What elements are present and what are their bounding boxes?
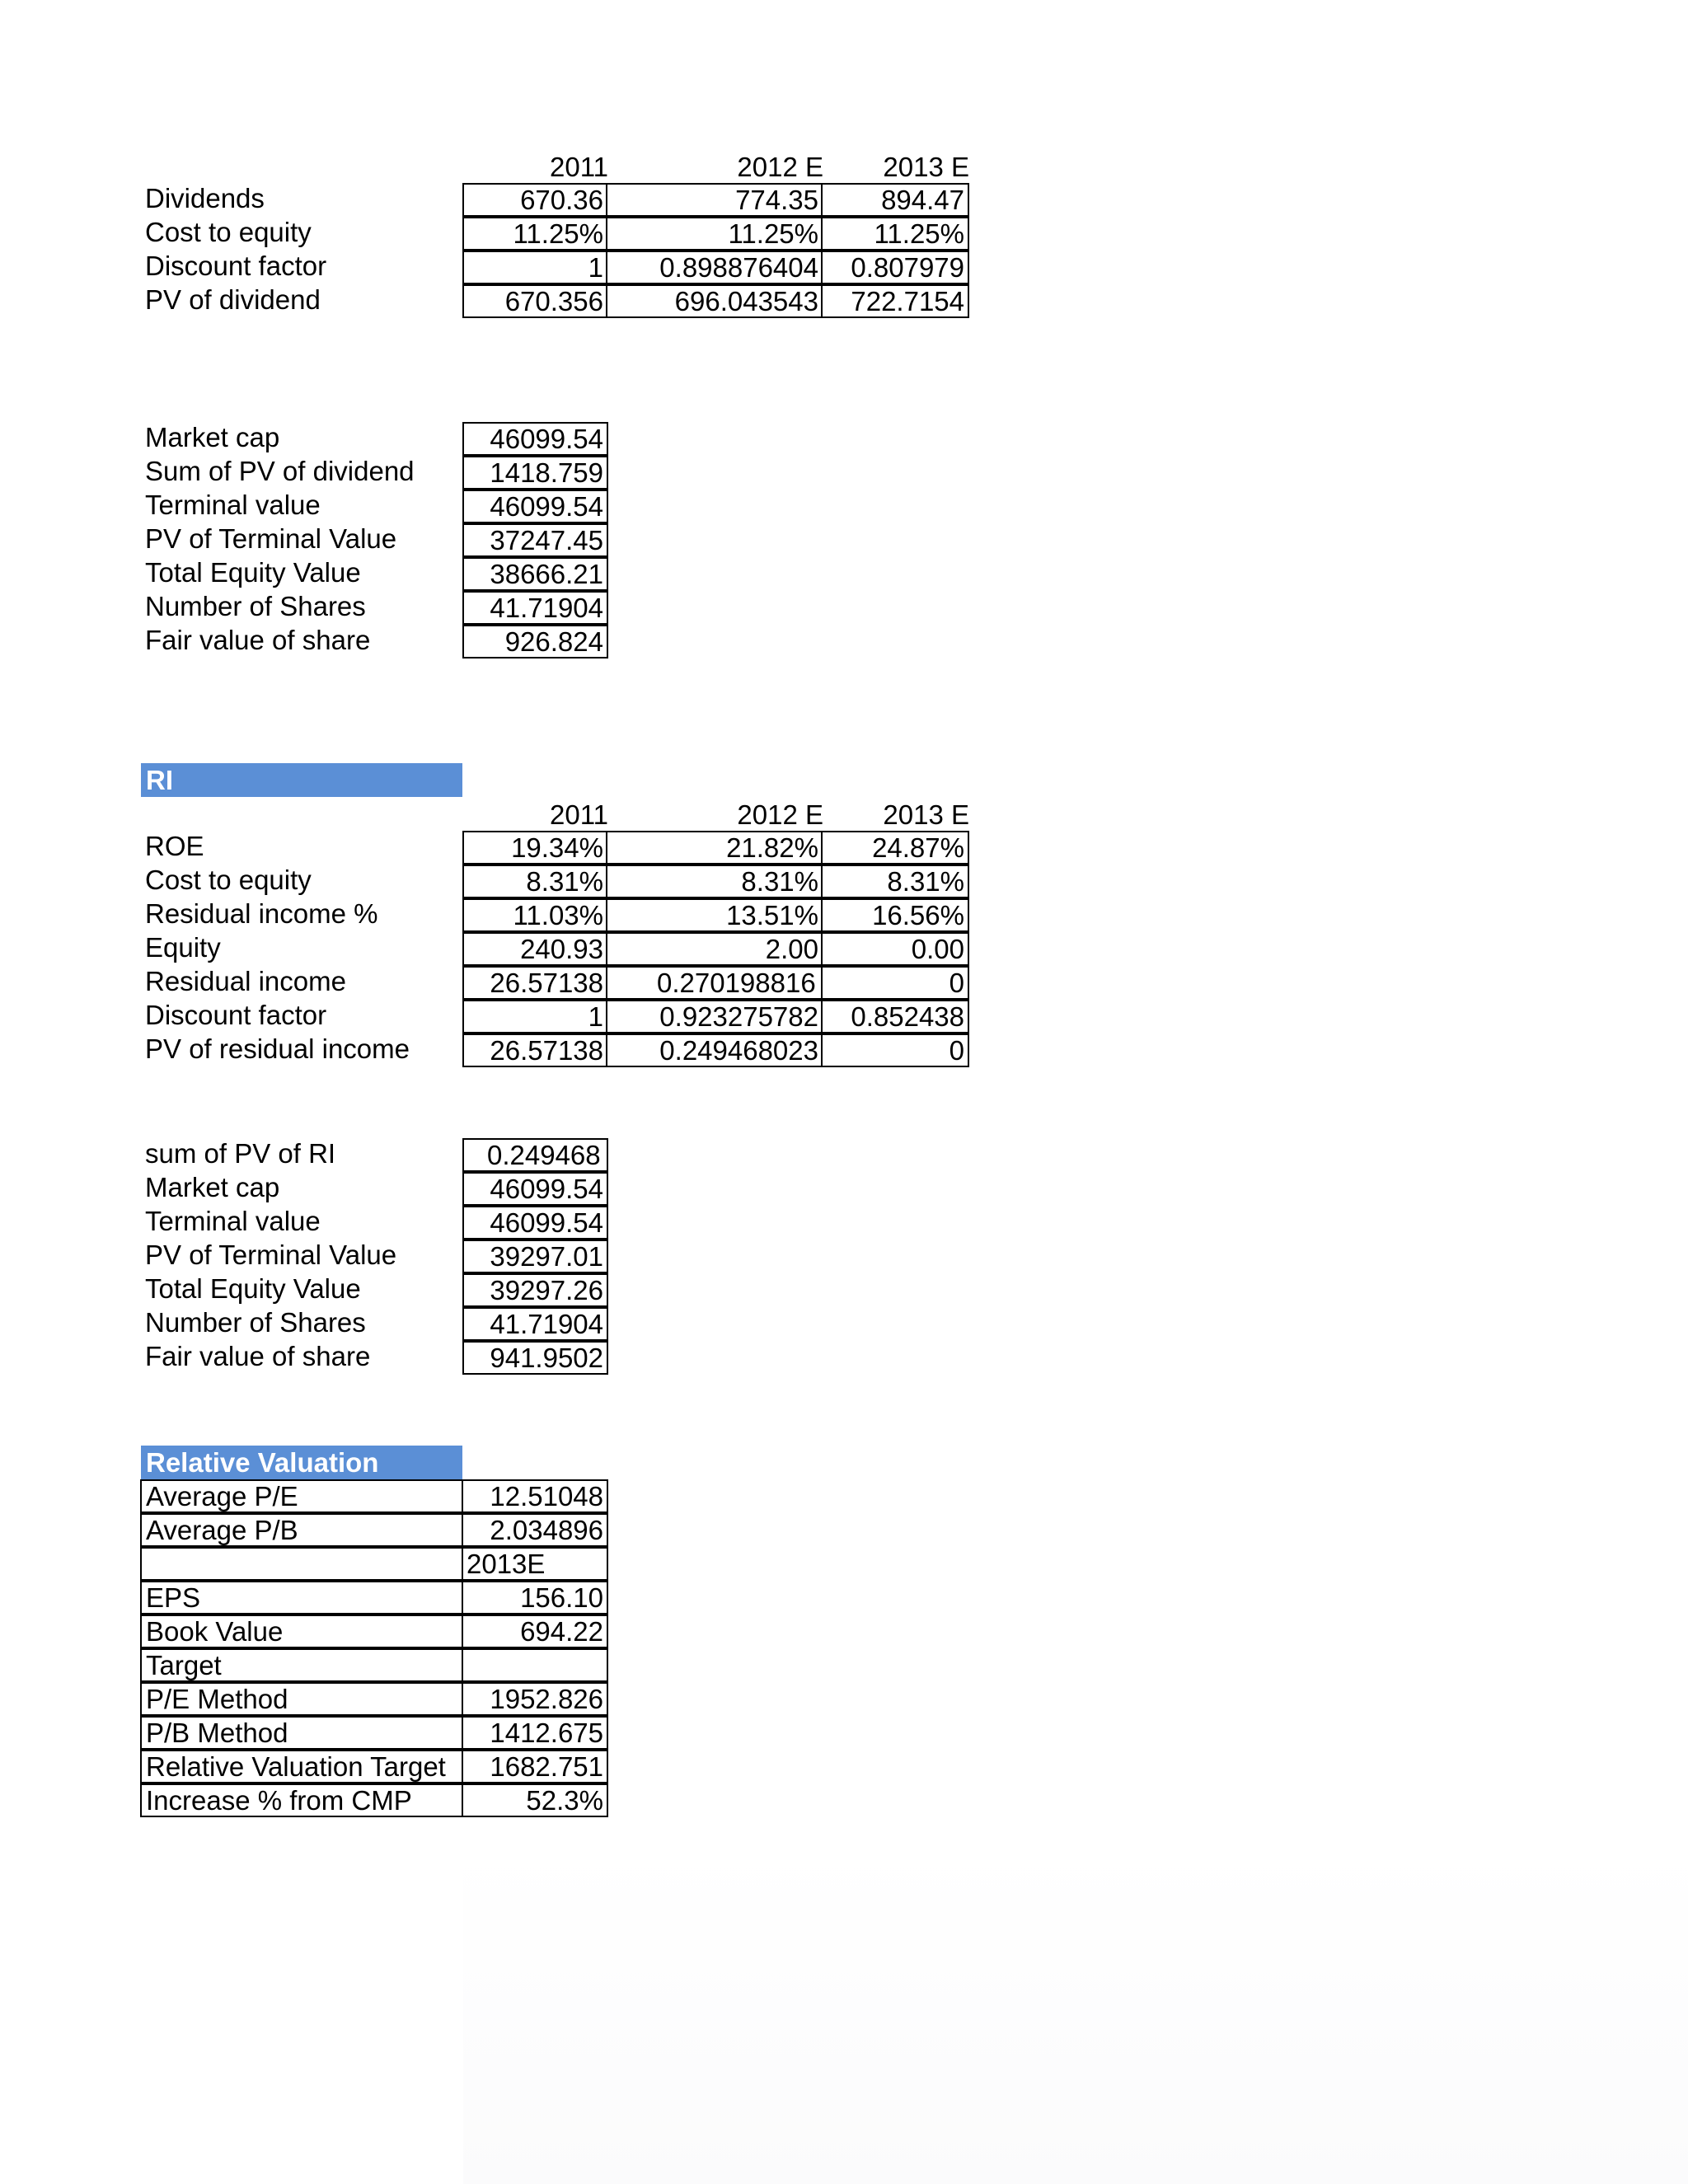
ri-summary-label: Market cap bbox=[145, 1172, 280, 1202]
ddm-summary-label: Fair value of share bbox=[145, 625, 371, 655]
ddm-summary-value[interactable]: 46099.54 bbox=[462, 422, 608, 456]
ri-cell[interactable]: 26.57138 bbox=[462, 1033, 608, 1067]
ri-row-label: PV of residual income bbox=[145, 1033, 410, 1064]
ddm-cell[interactable]: 0.898876404 bbox=[606, 251, 823, 284]
ri-cell[interactable]: 19.34% bbox=[462, 831, 608, 865]
ddm-summary-label: Sum of PV of dividend bbox=[145, 456, 415, 486]
ri-cell[interactable]: 13.51% bbox=[606, 898, 823, 932]
ddm-cell[interactable]: 11.25% bbox=[821, 217, 969, 251]
rv-label: Average P/B bbox=[140, 1513, 464, 1547]
ri-summary-value[interactable]: 39297.26 bbox=[462, 1273, 608, 1307]
ddm-row-label: Cost to equity bbox=[145, 217, 312, 247]
ri-summary-value[interactable]: 39297.01 bbox=[462, 1240, 608, 1273]
ri-cell[interactable]: 0.923275782 bbox=[606, 1000, 823, 1033]
ddm-cell[interactable]: 1 bbox=[462, 251, 608, 284]
rv-label: EPS bbox=[140, 1581, 464, 1615]
rv-label bbox=[140, 1547, 464, 1581]
ddm-summary-label: PV of Terminal Value bbox=[145, 523, 397, 554]
ddm-row-label: Discount factor bbox=[145, 251, 327, 281]
ri-cell[interactable]: 24.87% bbox=[821, 831, 969, 865]
ri-cell[interactable]: 8.31% bbox=[821, 865, 969, 898]
ddm-cell[interactable]: 670.356 bbox=[462, 284, 608, 318]
ddm-summary-label: Terminal value bbox=[145, 490, 321, 520]
ddm-cell[interactable]: 774.35 bbox=[606, 183, 823, 217]
rv-label: P/E Method bbox=[140, 1682, 464, 1716]
ddm-row-label: Dividends bbox=[145, 183, 265, 213]
ddm-cell[interactable]: 0.807979 bbox=[821, 251, 969, 284]
ri-cell[interactable]: 8.31% bbox=[462, 865, 608, 898]
ri-header-2011: 2011 bbox=[550, 799, 608, 830]
ri-cell[interactable]: 0.852438 bbox=[821, 1000, 969, 1033]
rv-value[interactable]: 2013E bbox=[462, 1547, 608, 1581]
ri-cell[interactable]: 1 bbox=[462, 1000, 608, 1033]
rv-value[interactable]: 12.51048 bbox=[462, 1479, 608, 1513]
ri-cell[interactable]: 11.03% bbox=[462, 898, 608, 932]
rv-value[interactable]: 1412.675 bbox=[462, 1716, 608, 1750]
ddm-row-label: PV of dividend bbox=[145, 284, 321, 315]
rv-value[interactable]: 52.3% bbox=[462, 1783, 608, 1817]
ri-summary-value[interactable]: 941.9502 bbox=[462, 1341, 608, 1375]
ri-row-label: Equity bbox=[145, 932, 221, 963]
ddm-summary-value[interactable]: 38666.21 bbox=[462, 557, 608, 591]
ri-row-label: Cost to equity bbox=[145, 865, 312, 895]
ddm-cell[interactable]: 894.47 bbox=[821, 183, 969, 217]
rv-value[interactable]: 1952.826 bbox=[462, 1682, 608, 1716]
rv-value[interactable]: 1682.751 bbox=[462, 1750, 608, 1783]
ddm-summary-value[interactable]: 1418.759 bbox=[462, 456, 608, 490]
rv-label: P/B Method bbox=[140, 1716, 464, 1750]
rv-label: Increase % from CMP bbox=[140, 1783, 464, 1817]
ri-cell[interactable]: 0.249468023 bbox=[606, 1033, 823, 1067]
ri-summary-value[interactable]: 0.249468 bbox=[462, 1138, 608, 1172]
ddm-header-2011: 2011 bbox=[550, 152, 608, 182]
ddm-summary-value[interactable]: 37247.45 bbox=[462, 523, 608, 557]
ri-header-2012e: 2012 E bbox=[737, 799, 823, 830]
ri-header-2013e: 2013 E bbox=[883, 799, 969, 830]
ddm-summary-label: Number of Shares bbox=[145, 591, 366, 621]
ri-row-label: Discount factor bbox=[145, 1000, 327, 1030]
ri-summary-label: Terminal value bbox=[145, 1206, 321, 1236]
ddm-cell[interactable]: 11.25% bbox=[462, 217, 608, 251]
ddm-summary-value[interactable]: 41.71904 bbox=[462, 591, 608, 625]
ri-summary-value[interactable]: 46099.54 bbox=[462, 1206, 608, 1240]
rv-label: Book Value bbox=[140, 1615, 464, 1648]
ri-cell[interactable]: 26.57138 bbox=[462, 966, 608, 1000]
rv-value[interactable] bbox=[462, 1648, 608, 1682]
ri-cell[interactable]: 0.00 bbox=[821, 932, 969, 966]
page-shade bbox=[463, 1846, 1688, 2184]
rv-value[interactable]: 156.10 bbox=[462, 1581, 608, 1615]
ddm-cell[interactable]: 670.36 bbox=[462, 183, 608, 217]
ri-summary-label: Fair value of share bbox=[145, 1341, 371, 1371]
ri-row-label: Residual income bbox=[145, 966, 346, 996]
ri-cell[interactable]: 0 bbox=[821, 1033, 969, 1067]
ddm-cell[interactable]: 696.043543 bbox=[606, 284, 823, 318]
ddm-summary-value[interactable]: 926.824 bbox=[462, 625, 608, 658]
ri-cell[interactable]: 240.93 bbox=[462, 932, 608, 966]
rv-value[interactable]: 694.22 bbox=[462, 1615, 608, 1648]
ri-summary-label: Total Equity Value bbox=[145, 1273, 361, 1304]
ri-cell[interactable]: 0 bbox=[821, 966, 969, 1000]
ri-summary-label: PV of Terminal Value bbox=[145, 1240, 397, 1270]
ddm-header-2013e: 2013 E bbox=[883, 152, 969, 182]
rv-label: Target bbox=[140, 1648, 464, 1682]
ddm-cell[interactable]: 11.25% bbox=[606, 217, 823, 251]
ddm-summary-label: Market cap bbox=[145, 422, 280, 452]
ri-section-title: RI bbox=[141, 763, 462, 797]
ri-cell[interactable]: 0.270198816 bbox=[606, 966, 823, 1000]
relative-valuation-title: Relative Valuation bbox=[141, 1446, 462, 1479]
rv-value[interactable]: 2.034896 bbox=[462, 1513, 608, 1547]
ri-row-label: Residual income % bbox=[145, 898, 378, 929]
ddm-cell[interactable]: 722.7154 bbox=[821, 284, 969, 318]
rv-label: Average P/E bbox=[140, 1479, 464, 1513]
ri-summary-label: sum of PV of RI bbox=[145, 1138, 336, 1169]
ri-cell[interactable]: 8.31% bbox=[606, 865, 823, 898]
ri-cell[interactable]: 16.56% bbox=[821, 898, 969, 932]
ri-summary-label: Number of Shares bbox=[145, 1307, 366, 1338]
rv-label: Relative Valuation Target bbox=[140, 1750, 464, 1783]
ri-cell[interactable]: 21.82% bbox=[606, 831, 823, 865]
ri-summary-value[interactable]: 46099.54 bbox=[462, 1172, 608, 1206]
ri-row-label: ROE bbox=[145, 831, 204, 861]
ddm-summary-label: Total Equity Value bbox=[145, 557, 361, 588]
ri-summary-value[interactable]: 41.71904 bbox=[462, 1307, 608, 1341]
ri-cell[interactable]: 2.00 bbox=[606, 932, 823, 966]
ddm-summary-value[interactable]: 46099.54 bbox=[462, 490, 608, 523]
ddm-header-2012e: 2012 E bbox=[737, 152, 823, 182]
